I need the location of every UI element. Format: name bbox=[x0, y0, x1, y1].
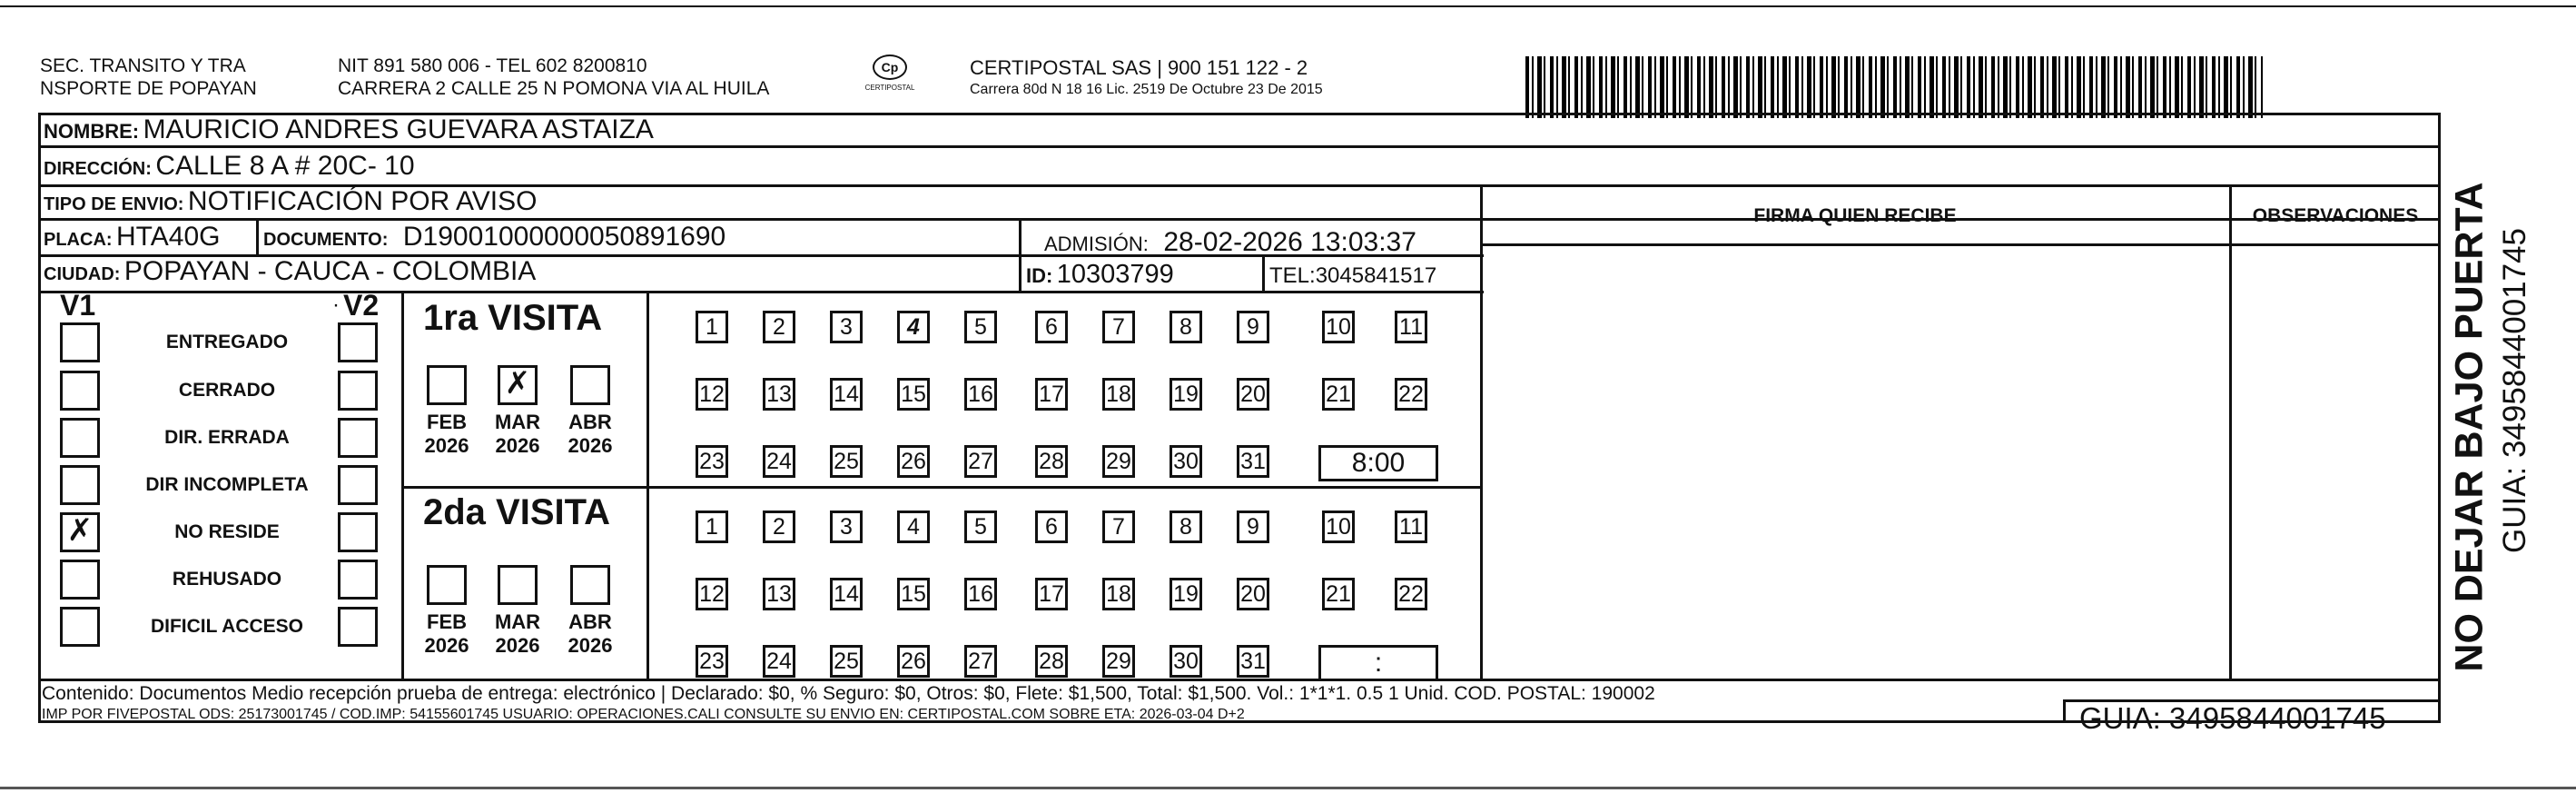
day-checkbox[interactable]: 31 bbox=[1237, 445, 1269, 478]
day-checkbox[interactable]: 14 bbox=[830, 378, 863, 411]
v2-checkbox[interactable] bbox=[338, 465, 378, 505]
observaciones-divider bbox=[2229, 184, 2232, 679]
month-year: 2026 bbox=[424, 634, 469, 657]
day-checkbox[interactable]: 10 bbox=[1322, 311, 1355, 343]
tel-value: 3045841517 bbox=[1315, 263, 1437, 288]
month-year: 2026 bbox=[495, 634, 540, 657]
v1-checkbox[interactable]: ✗ bbox=[60, 512, 100, 552]
day-checkbox[interactable]: 6 bbox=[1035, 311, 1068, 343]
day-checkbox[interactable]: 13 bbox=[763, 578, 795, 610]
day-checkbox[interactable]: 30 bbox=[1170, 445, 1202, 478]
month-checkbox[interactable] bbox=[570, 365, 610, 405]
logo-text: CERTIPOSTAL bbox=[864, 84, 915, 92]
status-divider bbox=[401, 291, 404, 679]
status-label: DIR INCOMPLETA bbox=[145, 474, 309, 495]
direccion-row bbox=[44, 151, 415, 182]
status-label: DIFICIL ACCESO bbox=[150, 616, 303, 637]
documento-label: DOCUMENTO: bbox=[263, 230, 389, 250]
v2-label: V2 bbox=[343, 289, 380, 322]
month-name: FEB bbox=[427, 411, 467, 433]
documento-cell bbox=[263, 222, 725, 253]
placa-value: HTA40G bbox=[116, 222, 221, 252]
footer-imp: IMP POR FIVEPOSTAL ODS: 25173001745 / COD.IMP: 54155601745 USUARIO: OPERACIONES.CALI CONSULTE SU ENVIO EN: CERTIPOSTAL.COM SOBRE ETA: 2026-03-04 D+2 bbox=[42, 707, 1245, 722]
footer-top-line bbox=[38, 679, 2440, 681]
ciudad-label: CIUDAD: bbox=[44, 264, 121, 284]
day-checkbox[interactable]: 16 bbox=[964, 578, 997, 610]
day-checkbox[interactable]: 9 bbox=[1237, 510, 1269, 543]
day-checkbox[interactable]: 31 bbox=[1237, 645, 1269, 678]
form-left-line bbox=[38, 113, 41, 723]
tel-label: TEL: bbox=[1269, 263, 1316, 288]
signature-divider bbox=[1480, 184, 1483, 679]
month-label bbox=[563, 411, 617, 458]
ciudad-value: POPAYAN - CAUCA - COLOMBIA bbox=[123, 256, 537, 286]
month-label bbox=[490, 411, 545, 458]
status-label: ENTREGADO bbox=[165, 332, 289, 352]
observaciones-header: OBSERVACIONES bbox=[2252, 205, 2419, 226]
month-checkbox[interactable] bbox=[570, 565, 610, 605]
status-label: DIR. ERRADA bbox=[164, 427, 290, 448]
row-line-1 bbox=[38, 145, 2440, 148]
day-checkbox[interactable]: 22 bbox=[1395, 378, 1427, 411]
day-checkbox[interactable]: 27 bbox=[964, 445, 997, 478]
company-address: Carrera 80d N 18 16 Lic. 2519 De Octubre 23 De 2015 bbox=[970, 82, 1323, 97]
admision-divider bbox=[1019, 218, 1022, 291]
day-checkbox[interactable]: 12 bbox=[696, 578, 728, 610]
top-edge bbox=[0, 5, 2576, 7]
day-checkbox[interactable]: 20 bbox=[1237, 378, 1269, 411]
nombre-value: MAURICIO ANDRES GUEVARA ASTAIZA bbox=[143, 114, 654, 144]
day-checkbox[interactable]: 7 bbox=[1102, 510, 1135, 543]
day-checkbox[interactable]: 3 bbox=[830, 510, 863, 543]
sender-line-2: NSPORTE DE POPAYAN bbox=[40, 78, 257, 99]
row-line-6 bbox=[1480, 243, 2440, 246]
v1-label: V1 bbox=[60, 289, 96, 322]
day-checkbox[interactable]: 21 bbox=[1322, 378, 1355, 411]
day-checkbox[interactable]: 21 bbox=[1322, 578, 1355, 610]
month-checkbox[interactable] bbox=[498, 565, 538, 605]
status-label: REHUSADO bbox=[172, 569, 282, 590]
v2-checkbox[interactable] bbox=[338, 371, 378, 411]
day-checkbox[interactable]: 28 bbox=[1035, 645, 1068, 678]
day-checkbox[interactable]: 14 bbox=[830, 578, 863, 610]
day-checkbox[interactable]: 25 bbox=[830, 445, 863, 478]
second-visit-title: 2da VISITA bbox=[423, 492, 610, 532]
day-checkbox[interactable]: 13 bbox=[763, 378, 795, 411]
tipo-value: NOTIFICACIÓN POR AVISO bbox=[187, 186, 538, 216]
v2-dot: · bbox=[332, 292, 340, 317]
nombre-label: NOMBRE: bbox=[44, 120, 140, 143]
tipo-row bbox=[44, 186, 537, 217]
status-label: NO RESIDE bbox=[174, 521, 280, 542]
day-checkbox[interactable]: 10 bbox=[1322, 510, 1355, 543]
footer-content: Contenido: Documentos Medio recepción prueba de entrega: electrónico | Declarado: $0, % Seguro: $0, Otros: $0, Flete: $1,500, Total: $1,500. Vol.: 1*1*1. 0.5 1 Unid. COD. POSTAL: 190002 bbox=[42, 683, 1655, 704]
certipostal-logo: Cp CERTIPOSTAL bbox=[854, 55, 926, 105]
form-right-line bbox=[2438, 113, 2441, 723]
placa-divider bbox=[256, 218, 259, 254]
day-checkbox[interactable]: 18 bbox=[1102, 378, 1135, 411]
day-checkbox[interactable]: 17 bbox=[1035, 578, 1068, 610]
first-visit-title: 1ra VISITA bbox=[423, 298, 603, 338]
sender-block bbox=[40, 55, 340, 100]
months-divider bbox=[646, 291, 649, 679]
day-checkbox[interactable]: 30 bbox=[1170, 645, 1202, 678]
day-checkbox[interactable]: 4 bbox=[897, 311, 930, 343]
month-checkbox[interactable] bbox=[427, 565, 467, 605]
v2-checkbox[interactable] bbox=[338, 418, 378, 458]
company-line: CERTIPOSTAL SAS | 900 151 122 - 2 bbox=[970, 56, 1308, 79]
day-checkbox[interactable]: 3 bbox=[830, 311, 863, 343]
day-checkbox[interactable]: 2 bbox=[763, 311, 795, 343]
side-guia: GUIA: 3495844001745 bbox=[2497, 227, 2532, 554]
row-line-5 bbox=[38, 291, 1484, 293]
day-checkbox[interactable]: 8 bbox=[1170, 510, 1202, 543]
v2-checkbox[interactable] bbox=[338, 560, 378, 600]
v2-checkbox[interactable] bbox=[338, 607, 378, 647]
month-name: ABR bbox=[568, 610, 612, 633]
day-checkbox[interactable]: 8 bbox=[1170, 311, 1202, 343]
day-checkbox[interactable]: 4 bbox=[897, 510, 930, 543]
nit-block bbox=[338, 55, 883, 100]
day-checkbox[interactable]: 24 bbox=[763, 645, 795, 678]
time-field[interactable]: 8:00 bbox=[1318, 445, 1438, 481]
day-checkbox[interactable]: 24 bbox=[763, 445, 795, 478]
direccion-label: DIRECCIÓN: bbox=[44, 159, 152, 179]
admision-label: ADMISIÓN: bbox=[1044, 233, 1149, 255]
month-name: FEB bbox=[427, 610, 467, 633]
firma-header: FIRMA QUIEN RECIBE bbox=[1753, 205, 1957, 226]
day-checkbox[interactable]: 15 bbox=[897, 578, 930, 610]
day-checkbox[interactable]: 27 bbox=[964, 645, 997, 678]
day-checkbox[interactable]: 18 bbox=[1102, 578, 1135, 610]
v2-checkbox[interactable] bbox=[338, 322, 378, 362]
placa-label: PLACA: bbox=[44, 230, 113, 250]
day-checkbox[interactable]: 26 bbox=[897, 645, 930, 678]
day-checkbox[interactable]: 6 bbox=[1035, 510, 1068, 543]
tel-divider bbox=[1262, 254, 1265, 291]
day-checkbox[interactable]: 9 bbox=[1237, 311, 1269, 343]
ciudad-cell bbox=[44, 256, 536, 287]
day-checkbox[interactable]: 20 bbox=[1237, 578, 1269, 610]
day-checkbox[interactable]: 1 bbox=[696, 311, 728, 343]
id-label: ID: bbox=[1026, 264, 1053, 287]
day-checkbox[interactable]: 12 bbox=[696, 378, 728, 411]
direccion-value: CALLE 8 A # 20C- 10 bbox=[155, 151, 415, 181]
day-checkbox[interactable]: 19 bbox=[1170, 378, 1202, 411]
footer-guia-divider bbox=[2063, 699, 2066, 723]
day-checkbox[interactable]: 5 bbox=[964, 311, 997, 343]
month-name: ABR bbox=[568, 411, 612, 433]
id-cell bbox=[1026, 260, 1174, 290]
visit-divider bbox=[401, 486, 1482, 489]
day-checkbox[interactable]: 23 bbox=[696, 645, 728, 678]
day-checkbox[interactable]: 28 bbox=[1035, 445, 1068, 478]
day-checkbox[interactable]: 15 bbox=[897, 378, 930, 411]
id-value: 10303799 bbox=[1056, 260, 1174, 289]
month-year: 2026 bbox=[568, 634, 613, 657]
day-checkbox[interactable]: 16 bbox=[964, 378, 997, 411]
day-checkbox[interactable]: 25 bbox=[830, 645, 863, 678]
day-checkbox[interactable]: 26 bbox=[897, 445, 930, 478]
month-year: 2026 bbox=[568, 434, 613, 457]
admision-cell bbox=[1044, 227, 1416, 258]
admision-value: 28-02-2026 13:03:37 bbox=[1163, 227, 1416, 257]
day-checkbox[interactable]: 23 bbox=[696, 445, 728, 478]
tel-cell bbox=[1269, 263, 1436, 289]
month-label bbox=[563, 610, 617, 658]
day-checkbox[interactable]: 2 bbox=[763, 510, 795, 543]
day-checkbox[interactable]: 11 bbox=[1395, 510, 1427, 543]
month-label bbox=[490, 610, 545, 658]
month-name: MAR bbox=[494, 610, 541, 633]
time-field[interactable]: : bbox=[1318, 645, 1438, 681]
sender-line-1: SEC. TRANSITO Y TRA bbox=[40, 55, 246, 76]
month-checkbox[interactable]: ✗ bbox=[498, 365, 538, 405]
side-warning: NO DEJAR BAJO PUERTA bbox=[2447, 182, 2492, 672]
address-line: CARRERA 2 CALLE 25 N POMONA VIA AL HUILA bbox=[338, 78, 770, 99]
company-block bbox=[970, 56, 1478, 100]
nit-line: NIT 891 580 006 - TEL 602 8200810 bbox=[338, 55, 647, 76]
v2-checkbox[interactable] bbox=[338, 512, 378, 552]
day-checkbox[interactable]: 29 bbox=[1102, 445, 1135, 478]
month-checkbox[interactable] bbox=[427, 365, 467, 405]
tipo-label: TIPO DE ENVIO: bbox=[44, 194, 184, 214]
placa-cell bbox=[44, 222, 220, 253]
day-checkbox[interactable]: 7 bbox=[1102, 311, 1135, 343]
day-checkbox[interactable]: 1 bbox=[696, 510, 728, 543]
day-checkbox[interactable]: 5 bbox=[964, 510, 997, 543]
month-name: MAR bbox=[494, 411, 541, 433]
footer-guia-box: GUIA: 3495844001745 bbox=[2079, 701, 2386, 735]
day-checkbox[interactable]: 17 bbox=[1035, 378, 1068, 411]
month-label bbox=[419, 610, 474, 658]
nombre-row bbox=[44, 114, 654, 145]
day-checkbox[interactable]: 22 bbox=[1395, 578, 1427, 610]
month-year: 2026 bbox=[495, 434, 540, 457]
bottom-edge bbox=[0, 787, 2576, 789]
month-year: 2026 bbox=[424, 434, 469, 457]
documento-value: D19001000000050891690 bbox=[402, 222, 726, 252]
barcode bbox=[1525, 56, 2263, 118]
day-checkbox[interactable]: 11 bbox=[1395, 311, 1427, 343]
day-checkbox[interactable]: 29 bbox=[1102, 645, 1135, 678]
status-label: CERRADO bbox=[178, 380, 276, 401]
day-checkbox[interactable]: 19 bbox=[1170, 578, 1202, 610]
month-label bbox=[419, 411, 474, 458]
